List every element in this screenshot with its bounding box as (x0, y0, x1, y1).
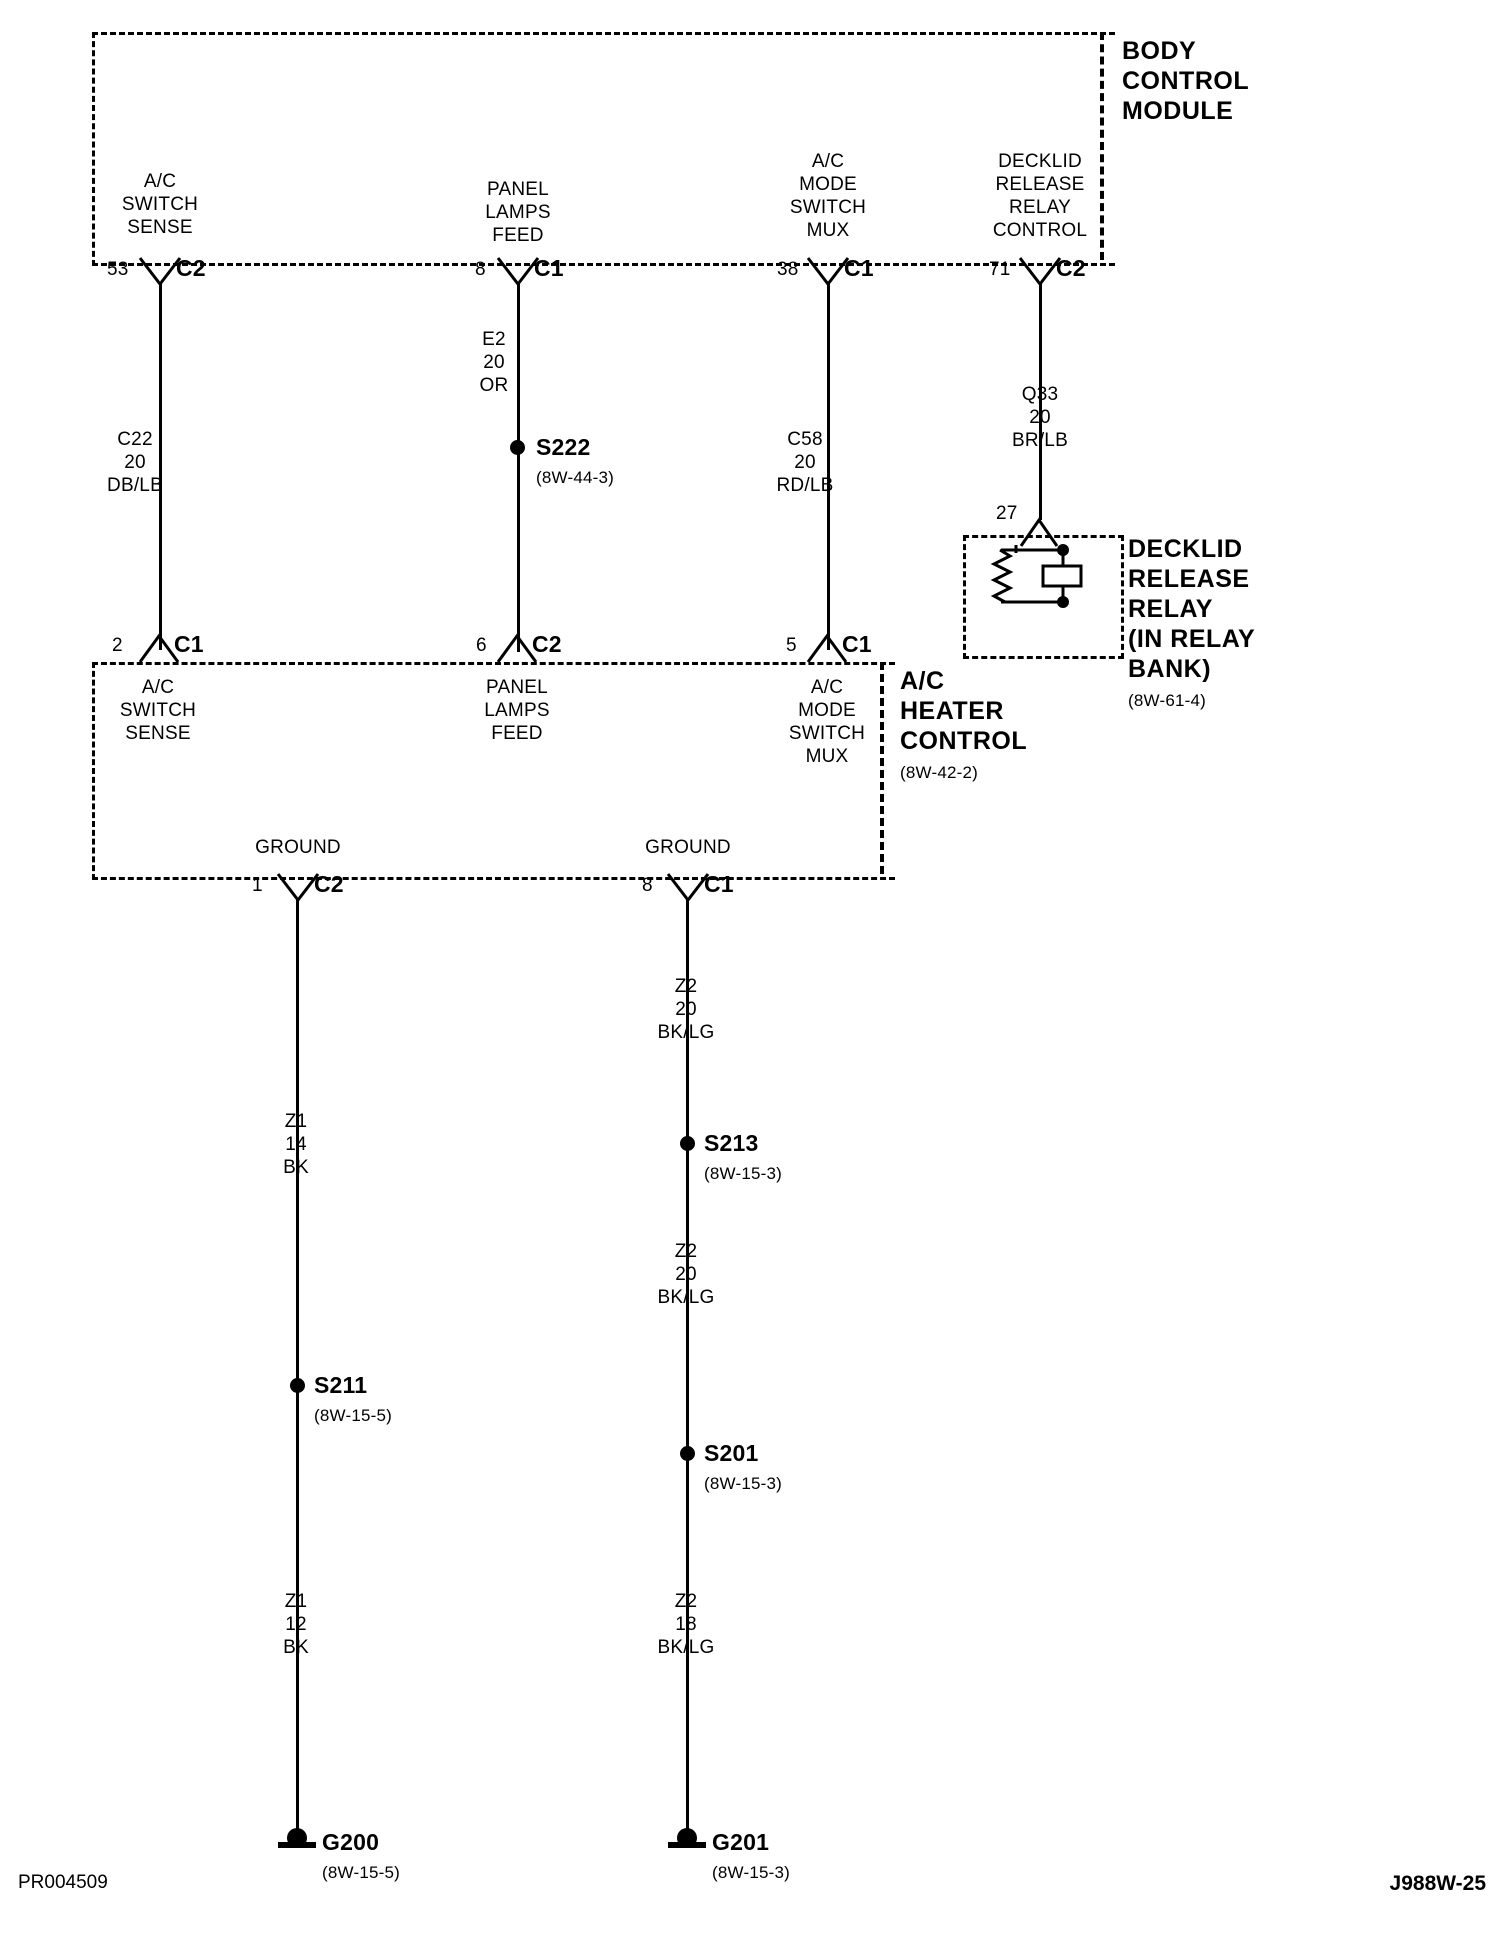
heater-pin-2-name-2: SWITCH (119, 700, 197, 721)
wire-z2-id: Z2 (674, 976, 698, 997)
bcm-pin-53-connector: C2 (176, 255, 206, 281)
relay-pin-27-number: 27 (996, 503, 1018, 524)
heater-ground-2-connector: C1 (704, 871, 734, 897)
splice-s222-reference: (8W-44-3) (536, 468, 615, 487)
bcm-pin-8-name-1: PANEL (487, 179, 549, 200)
wire-c58-color: RD/LB (776, 475, 834, 496)
bcm-pin-8-name-2: LAMPS (485, 202, 551, 223)
bcm-pin-38-name-4: MUX (806, 220, 850, 241)
bcm-pin-38-name-3: SWITCH (789, 197, 867, 218)
splice-s211-reference: (8W-15-5) (314, 1406, 393, 1425)
wire-q33-gauge: 20 (1029, 407, 1051, 428)
ground-g200-name: G200 (322, 1829, 380, 1855)
bcm-pin-53-number: 53 (107, 259, 129, 280)
relay-title-line-1: DECKLID (1128, 535, 1243, 563)
relay-title-line-3: RELAY (1128, 595, 1213, 623)
ground-g201-reference: (8W-15-3) (712, 1863, 791, 1882)
wire-c22-id: C22 (117, 429, 153, 450)
wire-z1-color: BK (283, 1157, 309, 1178)
wire-z2b-id: Z2 (674, 1241, 698, 1262)
wire-e2-gauge: 20 (483, 352, 505, 373)
bcm-pin-53-name-3: SENSE (127, 217, 193, 238)
wire-z2-gauge: 20 (675, 999, 697, 1020)
wire-z1-gauge: 14 (285, 1134, 307, 1155)
splice-s211-name: S211 (314, 1372, 368, 1398)
bcm-pin-71-connector: C2 (1056, 255, 1086, 281)
heater-pin-6-name-3: FEED (491, 723, 543, 744)
wire-e2-color: OR (479, 375, 509, 396)
wire-z2c-color: BK/LG (657, 1637, 715, 1658)
splice-s222-name: S222 (536, 434, 591, 460)
wire-z1-id: Z1 (284, 1111, 308, 1132)
bcm-pin-71-name-2: RELEASE (995, 174, 1085, 195)
splice-s201-name: S201 (704, 1440, 759, 1466)
ground-g201-name: G201 (712, 1829, 770, 1855)
bcm-title-line-2: CONTROL (1122, 67, 1250, 95)
wire-c58-id: C58 (787, 429, 823, 450)
heater-ground-1-name: GROUND (255, 837, 341, 858)
page-code-right: J988W-25 (1389, 1872, 1486, 1895)
splice-s213-reference: (8W-15-3) (704, 1164, 783, 1183)
wire-z2c-id: Z2 (674, 1591, 698, 1612)
wire-z1b-gauge: 12 (285, 1614, 307, 1635)
relay-title-line-5: BANK) (1128, 655, 1212, 683)
ground-g200-reference: (8W-15-5) (322, 1863, 401, 1882)
heater-title-line-1: A/C (900, 667, 945, 695)
wire-e2-id: E2 (482, 329, 506, 350)
bcm-pin-8-name-3: FEED (492, 225, 544, 246)
bcm-pin-38-connector: C1 (844, 255, 874, 281)
heater-title-line-3: CONTROL (900, 727, 1028, 755)
bcm-pin-71-name-4: CONTROL (992, 220, 1088, 241)
heater-pin-5-name-3: SWITCH (788, 723, 866, 744)
heater-pin-5-name-1: A/C (810, 677, 844, 698)
bcm-pin-38-number: 38 (777, 259, 799, 280)
bcm-pin-8-connector: C1 (534, 255, 564, 281)
relay-title-line-4: (IN RELAY (1128, 625, 1256, 653)
bcm-pin-53-name-1: A/C (143, 171, 177, 192)
wire-z2c-gauge: 18 (675, 1614, 697, 1635)
bcm-pin-71-name-3: RELAY (1009, 197, 1071, 218)
heater-ground-2-number: 8 (642, 875, 653, 896)
bcm-title-line-3: MODULE (1122, 97, 1234, 125)
bcm-pin-71-name-1: DECKLID (998, 151, 1082, 172)
bcm-title-line-1: BODY (1122, 37, 1197, 65)
heater-pin-2-name-3: SENSE (125, 723, 191, 744)
wire-z2b-gauge: 20 (675, 1264, 697, 1285)
heater-pin-5-connector: C1 (842, 631, 872, 657)
heater-pin-5-number: 5 (786, 635, 797, 656)
wire-q33-id: Q33 (1021, 384, 1059, 405)
heater-pin-5-name-4: MUX (805, 746, 849, 767)
heater-pin-6-number: 6 (476, 635, 487, 656)
bcm-pin-53-name-2: SWITCH (121, 194, 199, 215)
wire-z2b-color: BK/LG (657, 1287, 715, 1308)
heater-ground-1-connector: C2 (314, 871, 344, 897)
heater-pin-5-name-2: MODE (798, 700, 856, 721)
wire-z1b-id: Z1 (284, 1591, 308, 1612)
heater-ground-1-number: 1 (252, 875, 263, 896)
wire-c58-gauge: 20 (794, 452, 816, 473)
heater-pin-6-connector: C2 (532, 631, 562, 657)
wire-c22-gauge: 20 (124, 452, 146, 473)
bcm-pin-71-number: 71 (989, 259, 1011, 280)
relay-title-line-2: RELEASE (1128, 565, 1250, 593)
splice-s213-name: S213 (704, 1130, 759, 1156)
heater-pin-2-name-1: A/C (141, 677, 175, 698)
heater-pin-6-name-1: PANEL (486, 677, 548, 698)
heater-pin-2-number: 2 (112, 635, 123, 656)
heater-reference: (8W-42-2) (900, 763, 979, 782)
bcm-pin-38-name-2: MODE (799, 174, 857, 195)
wire-z1b-color: BK (283, 1637, 309, 1658)
wire-z2-color: BK/LG (657, 1022, 715, 1043)
relay-reference: (8W-61-4) (1128, 691, 1207, 710)
wire-q33-color: BR/LB (1012, 430, 1068, 451)
heater-pin-6-name-2: LAMPS (484, 700, 550, 721)
bcm-pin-38-name-1: A/C (811, 151, 845, 172)
splice-s201-reference: (8W-15-3) (704, 1474, 783, 1493)
heater-title-line-2: HEATER (900, 697, 1004, 725)
page-code-left: PR004509 (18, 1872, 108, 1893)
bcm-pin-8-number: 8 (475, 259, 486, 280)
heater-ground-2-name: GROUND (645, 837, 731, 858)
wire-c22-color: DB/LB (107, 475, 163, 496)
heater-pin-2-connector: C1 (174, 631, 204, 657)
